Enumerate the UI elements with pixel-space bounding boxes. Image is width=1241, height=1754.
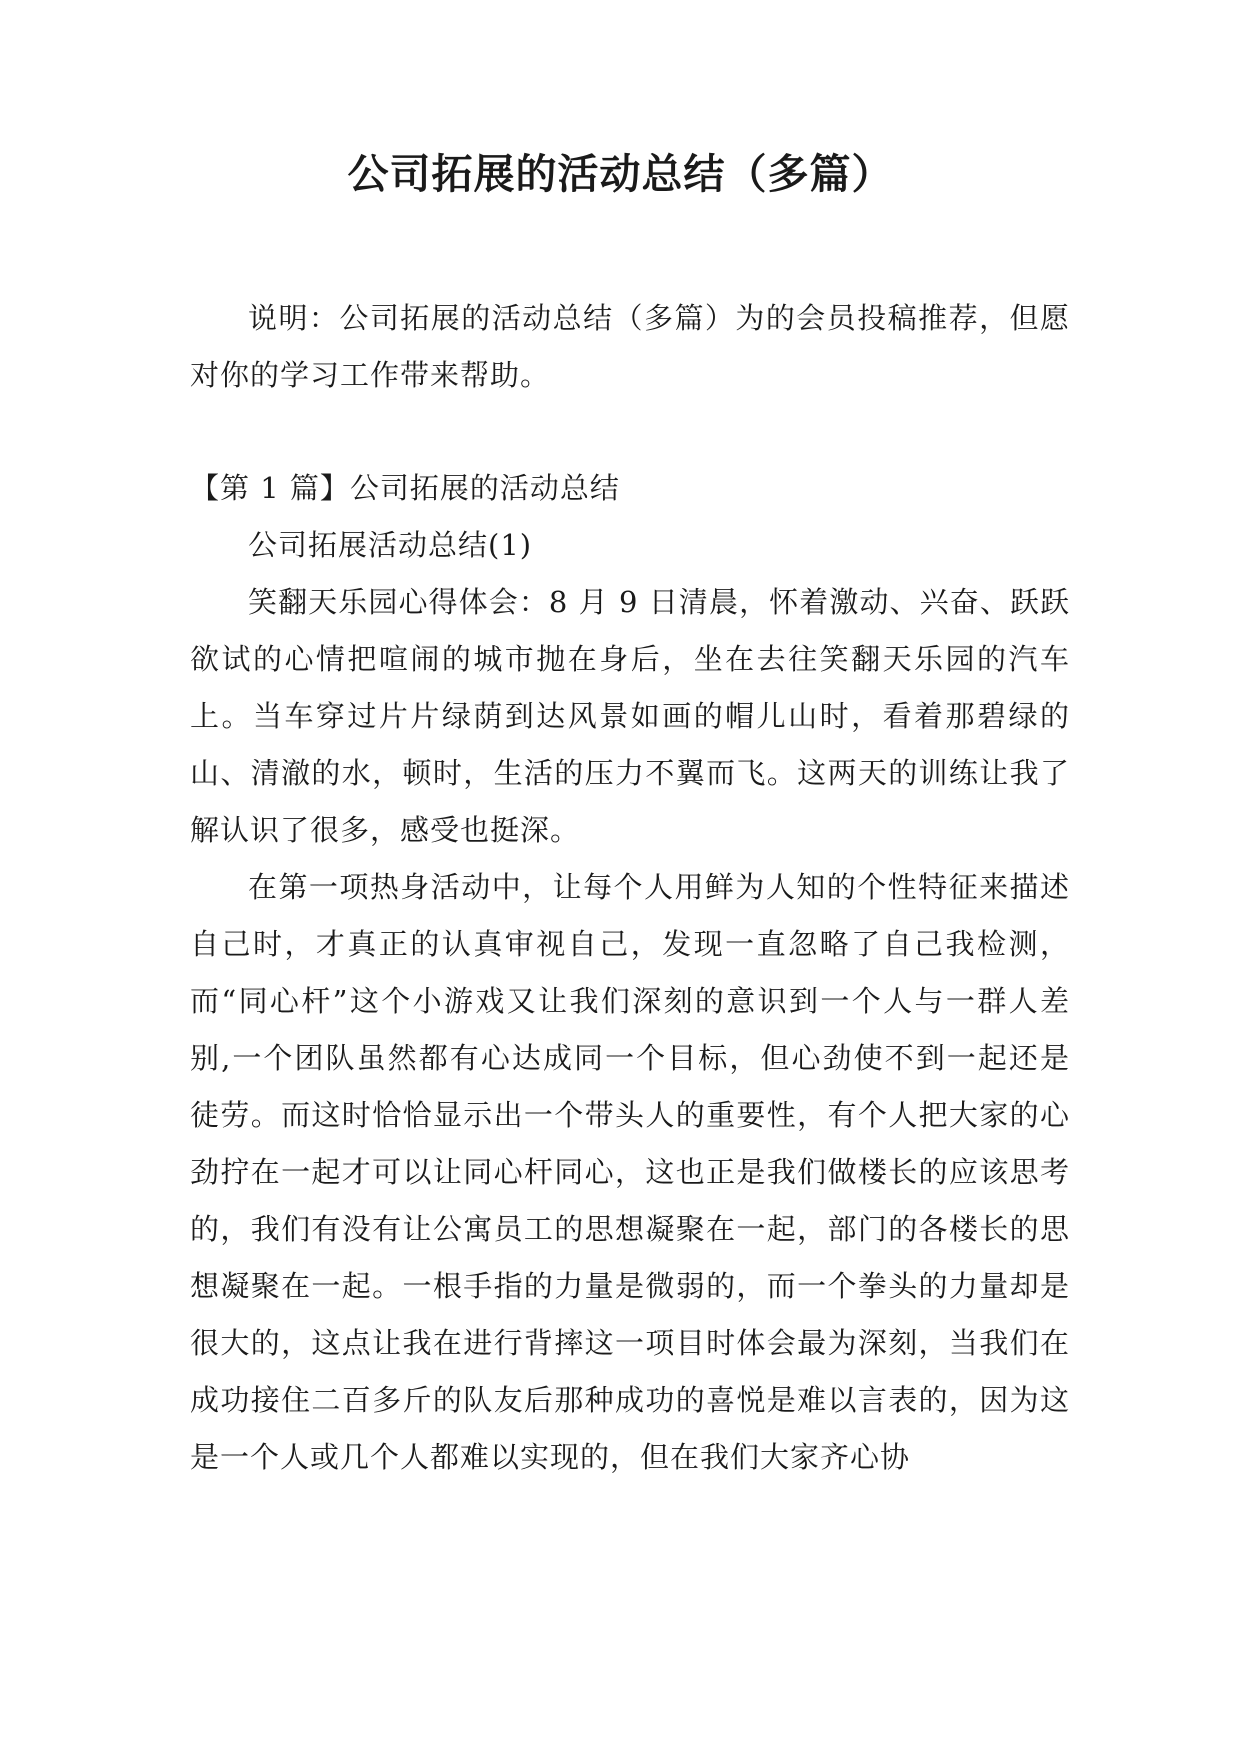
article-heading: 【第 1 篇】公司拓展的活动总结 xyxy=(190,471,620,505)
document-title: 公司拓展的活动总结（多篇） xyxy=(347,150,894,198)
article-subheading: 公司拓展活动总结(1) xyxy=(248,528,533,562)
intro-paragraph: 说明：公司拓展的活动总结（多篇）为的会员投稿推荐，但愿对你的学习工作带来帮助。 xyxy=(190,301,1070,392)
intro-section xyxy=(190,290,1070,404)
body-paragraph: 笑翻天乐园心得体会：8 月 9 日清晨，怀着激动、兴奋、跃跃欲试的心情把喧闹的城市抛在身后，坐在去往笑翻天乐园的汽车上。当车穿过片片绿荫到达风景如画的帽儿山时，看着那碧绿的山、清澈的水，顿时，生活的压力不翼而飞。这两天的训练让我了解认识了很多，感受也挺深。 xyxy=(190,585,1070,847)
article-section xyxy=(190,460,1070,1486)
body-paragraph: 在第一项热身活动中，让每个人用鲜为人知的个性特征来描述自己时，才真正的认真审视自己，发现一直忽略了自己我检测，而“同心杆”这个小游戏又让我们深刻的意识到一个人与一群人差别,一个团队虽然都有心达成同一个目标，但心劲使不到一起还是徒劳。而这时恰恰显示出一个带头人的重要性，有个人把大家的心劲拧在一起才可以让同心杆同心，这也正是我们做楼长的应该思考的，我们有没有让公寓员工的思想凝聚在一起，部门的各楼长的思想凝聚在一起。一根手指的力量是微弱的，而一个拳头的力量却是很大的，这点让我在进行背摔这一项目时体会最为深刻，当我们在成功接住二百多斤的队友后那种成功的喜悦是难以言表的，因为这是一个人或几个人都难以实现的，但在我们大家齐心协 xyxy=(190,870,1070,1474)
